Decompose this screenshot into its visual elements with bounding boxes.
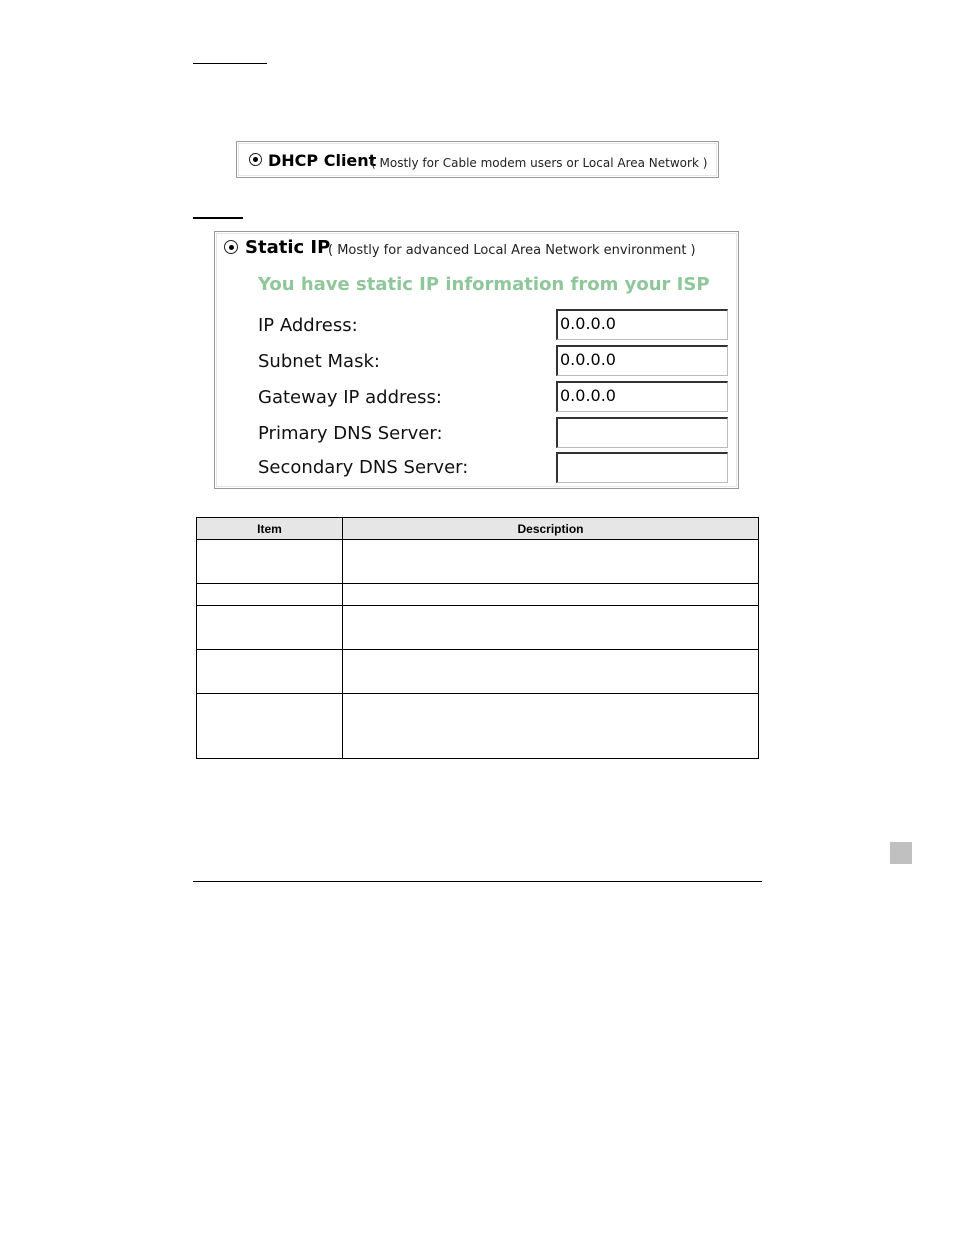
secondary-dns-label: Secondary DNS Server: bbox=[258, 457, 469, 478]
table-cell-description bbox=[343, 694, 759, 759]
table-cell-description bbox=[343, 540, 759, 584]
ip-address-label: IP Address: bbox=[258, 315, 358, 336]
table-row bbox=[197, 650, 759, 694]
dhcp-client-label: DHCP Client bbox=[268, 151, 377, 170]
static-ip-panel bbox=[214, 231, 739, 489]
dhcp-client-panel bbox=[236, 141, 719, 178]
static-ip-radio[interactable] bbox=[224, 240, 238, 254]
description-column-header: Description bbox=[343, 518, 759, 540]
ip-address-input[interactable]: 0.0.0.0 bbox=[556, 309, 728, 340]
subnet-mask-label: Subnet Mask: bbox=[258, 351, 380, 372]
item-column-header: Item bbox=[197, 518, 343, 540]
primary-dns-input[interactable] bbox=[556, 417, 728, 448]
static-ip-note: ( Mostly for advanced Local Area Network environment ) bbox=[328, 243, 696, 258]
page-tab-marker bbox=[890, 842, 912, 864]
table-cell-description bbox=[343, 650, 759, 694]
dhcp-client-note: ( Mostly for Cable modem users or Local Area Network ) bbox=[371, 156, 708, 170]
table-cell-item bbox=[197, 606, 343, 650]
table-cell-item bbox=[197, 584, 343, 606]
gateway-ip-label: Gateway IP address: bbox=[258, 387, 442, 408]
secondary-dns-input[interactable] bbox=[556, 452, 728, 483]
subnet-mask-input[interactable]: 0.0.0.0 bbox=[556, 345, 728, 376]
table-cell-item bbox=[197, 650, 343, 694]
primary-dns-label: Primary DNS Server: bbox=[258, 423, 443, 444]
table-cell-item bbox=[197, 540, 343, 584]
table-row bbox=[197, 606, 759, 650]
table-cell-description bbox=[343, 584, 759, 606]
dhcp-client-radio[interactable] bbox=[249, 153, 262, 166]
top-underline bbox=[193, 63, 267, 64]
footer-rule bbox=[193, 881, 762, 882]
table-cell-description bbox=[343, 606, 759, 650]
table-row bbox=[197, 694, 759, 759]
table-header-row bbox=[197, 518, 759, 540]
section-underline bbox=[193, 217, 243, 219]
table-cell-item bbox=[197, 694, 343, 759]
static-ip-label: Static IP bbox=[245, 237, 331, 258]
isp-info-heading: You have static IP information from your ISP bbox=[258, 274, 710, 295]
table-row bbox=[197, 540, 759, 584]
gateway-ip-input[interactable]: 0.0.0.0 bbox=[556, 381, 728, 412]
item-description-table bbox=[196, 517, 759, 759]
table-row bbox=[197, 584, 759, 606]
